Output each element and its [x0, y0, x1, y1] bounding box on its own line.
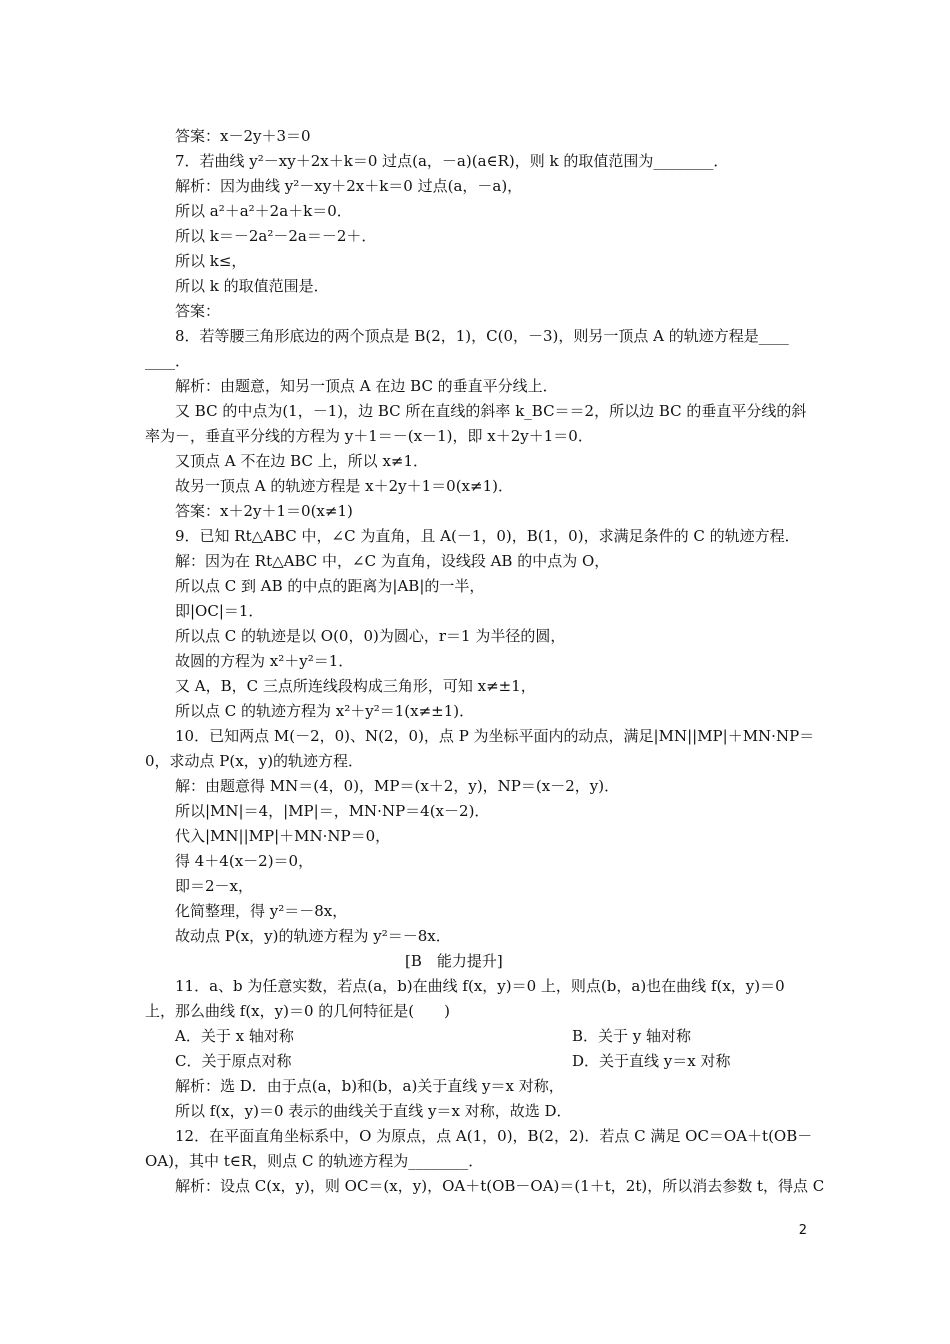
text-line: 故圆的方程为 x²＋y²＝1． — [175, 652, 354, 670]
choice-c: C．关于原点对称 — [175, 1052, 292, 1070]
text-line: 即|OC|＝1． — [175, 602, 264, 620]
text-line: 即＝2－x， — [175, 877, 254, 895]
text-line: 12．在平面直角坐标系中，O 为原点，点 A(1，0)，B(2，2)．若点 C 满足 OC＝OA＋t(OB－ — [175, 1127, 813, 1145]
text-line: 代入|MN||MP|＋MN·NP＝0， — [175, 827, 391, 845]
text-line: ____． — [145, 352, 191, 370]
choice-b: B．关于 y 轴对称 — [572, 1027, 692, 1045]
text-line: 解析：设点 C(x，y)，则 OC＝(x，y)，OA＋t(OB－OA)＝(1＋t，2t)，所以消去参数 t，得点 C — [175, 1177, 825, 1195]
section-heading: [B 能力提升] — [405, 952, 503, 970]
text-line: OA)，其中 t∈R，则点 C 的轨迹方程为________． — [145, 1152, 484, 1170]
text-line: 解：由题意得 MN＝(4，0)，MP＝(x＋2，y)，NP＝(x－2，y)． — [175, 777, 620, 795]
page-number: 2 — [798, 1223, 807, 1238]
text-line: 11．a、b 为任意实数，若点(a，b)在曲线 f(x，y)＝0 上，则点(b，a)也在曲线 f(x，y)＝0 — [175, 977, 785, 995]
text-line: 所以 k 的取值范围是． — [175, 277, 329, 295]
text-line: 所以点 C 的轨迹是以 O(0，0)为圆心，r＝1 为半径的圆， — [175, 627, 566, 645]
text-line: 解：因为在 Rt△ABC 中，∠C 为直角，设线段 AB 的中点为 O， — [175, 552, 610, 570]
text-line: 得 4＋4(x－2)＝0， — [175, 852, 314, 870]
text-line: 又顶点 A 不在边 BC 上，所以 x≠1． — [175, 452, 429, 470]
text-line: 故动点 P(x，y)的轨迹方程为 y²＝－8x． — [175, 927, 451, 945]
text-line: 所以点 C 的轨迹方程为 x²＋y²＝1(x≠±1)． — [175, 702, 475, 720]
text-line: 率为－，垂直平分线的方程为 y＋1＝－(x－1)，即 x＋2y＋1＝0． — [145, 427, 593, 445]
text-line: 所以 a²＋a²＋2a＋k＝0． — [175, 202, 352, 220]
choice-a: A．关于 x 轴对称 — [175, 1027, 294, 1045]
text-line: 0，求动点 P(x，y)的轨迹方程． — [145, 752, 364, 770]
text-line: 解析：选 D．由于点(a，b)和(b，a)关于直线 y＝x 对称， — [175, 1077, 564, 1095]
text-line: 又 A，B，C 三点所连线段构成三角形，可知 x≠±1， — [175, 677, 536, 695]
text-line: 上，那么曲线 f(x，y)＝0 的几何特征是( ) — [145, 1002, 450, 1020]
text-line: 答案：x＋2y＋1＝0(x≠1) — [175, 502, 353, 520]
text-line: 所以 k＝－2a²－2a＝－2＋． — [175, 227, 377, 245]
text-line: 7．若曲线 y²－xy＋2x＋k＝0 过点(a，－a)(a∈R)，则 k 的取值范围为________． — [175, 152, 729, 170]
text-line: 所以 f(x，y)＝0 表示的曲线关于直线 y＝x 对称，故选 D． — [175, 1102, 572, 1120]
text-line: 又 BC 的中点为(1，－1)，边 BC 所在直线的斜率 k_BC＝＝2，所以边 BC 的垂直平分线的斜 — [175, 402, 807, 420]
text-line: 化简整理，得 y²＝－8x， — [175, 902, 348, 920]
text-line: 所以点 C 到 AB 的中点的距离为|AB|的一半， — [175, 577, 485, 595]
text-line: 答案： — [175, 302, 221, 320]
text-line: 9．已知 Rt△ABC 中，∠C 为直角，且 A(－1，0)，B(1，0)，求满足条件的 C 的轨迹方程． — [175, 527, 800, 545]
text-line: 故另一顶点 A 的轨迹方程是 x＋2y＋1＝0(x≠1)． — [175, 477, 513, 495]
text-line: 所以|MN|＝4，|MP|＝，MN·NP＝4(x－2)． — [175, 802, 490, 820]
text-line: 解析：由题意，知另一顶点 A 在边 BC 的垂直平分线上． — [175, 377, 558, 395]
text-line: 答案：x－2y＋3＝0 — [175, 127, 311, 145]
text-line: 8．若等腰三角形底边的两个顶点是 B(2，1)，C(0，－3)，则另一顶点 A 的轨迹方程是____ — [175, 327, 789, 345]
text-line: 解析：因为曲线 y²－xy＋2x＋k＝0 过点(a，－a)， — [175, 177, 523, 195]
text-line: 所以 k≤， — [175, 252, 247, 270]
choice-d: D．关于直线 y＝x 对称 — [572, 1052, 731, 1070]
text-line: 10．已知两点 M(－2，0)、N(2，0)，点 P 为坐标平面内的动点，满足|MN||MP|＋MN·NP＝ — [175, 727, 815, 745]
